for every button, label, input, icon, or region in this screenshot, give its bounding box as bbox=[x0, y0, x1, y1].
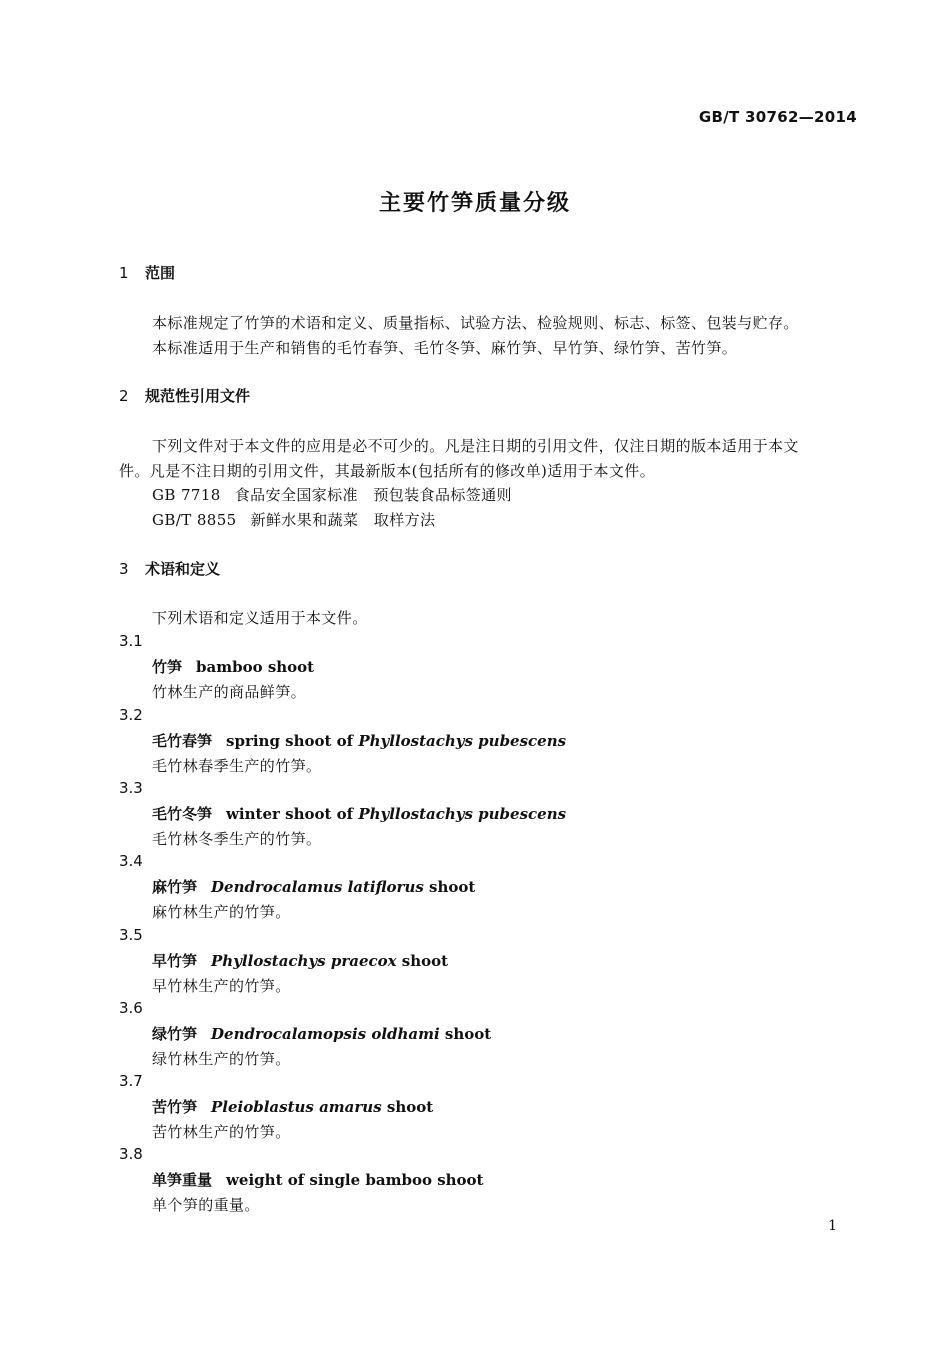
section-title: 范围 bbox=[145, 264, 176, 282]
term-zh: 早竹笋 bbox=[152, 952, 198, 970]
scope-paragraph-2: 本标准适用于生产和销售的毛竹春笋、毛竹冬笋、麻竹笋、早竹笋、绿竹笋、苦竹笋。 bbox=[152, 339, 738, 357]
term-zh: 苦竹笋 bbox=[152, 1098, 198, 1116]
reference-title: 新鲜水果和蔬菜 取样方法 bbox=[250, 511, 436, 529]
section-number: 1 bbox=[119, 264, 129, 282]
term-heading bbox=[152, 950, 448, 971]
term-zh: 竹笋 bbox=[152, 658, 183, 676]
term-en bbox=[211, 878, 475, 896]
term-number: 3.2 bbox=[119, 706, 143, 724]
term-en bbox=[226, 1171, 483, 1189]
term-en-latin: Pleioblastus amarus bbox=[211, 1098, 382, 1116]
standard-code: GB/T 30762—2014 bbox=[698, 108, 857, 126]
section-3-heading bbox=[119, 558, 220, 579]
term-definition: 毛竹林春季生产的竹笋。 bbox=[152, 757, 322, 775]
term-definition: 单个笋的重量。 bbox=[152, 1196, 260, 1214]
term-en bbox=[211, 1025, 491, 1043]
term-number: 3.4 bbox=[119, 852, 143, 870]
term-en-suffix: shoot bbox=[439, 1025, 492, 1043]
term-definition: 绿竹林生产的竹笋。 bbox=[152, 1050, 291, 1068]
term-definition: 竹林生产的商品鲜笋。 bbox=[152, 683, 307, 701]
term-heading bbox=[152, 1023, 491, 1044]
term-en-suffix: shoot bbox=[396, 952, 449, 970]
term-en bbox=[226, 732, 566, 750]
term-number: 3.8 bbox=[119, 1145, 143, 1163]
term-heading bbox=[152, 1169, 483, 1190]
term-en: bamboo shoot bbox=[196, 658, 315, 676]
term-en-latin: Phyllostachys pubescens bbox=[358, 805, 567, 823]
term-zh: 绿竹笋 bbox=[152, 1025, 198, 1043]
reference-doc bbox=[152, 509, 435, 530]
term-en-suffix: shoot bbox=[381, 1098, 434, 1116]
reference-title: 食品安全国家标准 预包装食品标签通则 bbox=[234, 486, 512, 504]
term-heading bbox=[152, 730, 566, 751]
reference-doc bbox=[152, 484, 512, 505]
term-en bbox=[211, 952, 448, 970]
term-zh: 毛竹春笋 bbox=[152, 732, 213, 750]
reference-code: GB/T 8855 bbox=[152, 511, 237, 529]
term-number: 3.7 bbox=[119, 1072, 143, 1090]
term-en-prefix: spring shoot of bbox=[226, 732, 359, 750]
document-title: 主要竹笋质量分级 bbox=[378, 191, 571, 216]
term-definition: 苦竹林生产的竹笋。 bbox=[152, 1123, 291, 1141]
term-number: 3.5 bbox=[119, 926, 143, 944]
term-number: 3.1 bbox=[119, 632, 143, 650]
term-definition: 麻竹林生产的竹笋。 bbox=[152, 903, 291, 921]
term-en-latin: Phyllostachys praecox bbox=[211, 952, 397, 970]
section-number: 3 bbox=[119, 560, 129, 578]
terms-intro: 下列术语和定义适用于本文件。 bbox=[152, 609, 368, 627]
term-number: 3.3 bbox=[119, 779, 143, 797]
section-title: 术语和定义 bbox=[145, 560, 221, 578]
section-number: 2 bbox=[119, 387, 129, 405]
references-intro-line-1: 下列文件对于本文件的应用是必不可少的。凡是注日期的引用文件，仅注日期的版本适用于本文 bbox=[152, 437, 799, 455]
term-number: 3.6 bbox=[119, 999, 143, 1017]
term-heading bbox=[152, 876, 475, 897]
term-en-prefix: winter shoot of bbox=[226, 805, 359, 823]
term-en-latin: Dendrocalamopsis oldhami bbox=[211, 1025, 440, 1043]
page-number: 1 bbox=[828, 1218, 837, 1234]
term-en-prefix: weight of single bamboo shoot bbox=[226, 1171, 484, 1189]
term-en bbox=[211, 1098, 433, 1116]
reference-code: GB 7718 bbox=[152, 486, 221, 504]
section-1-heading bbox=[119, 262, 175, 283]
references-intro-line-2: 件。凡是不注日期的引用文件，其最新版本(包括所有的修改单)适用于本文件。 bbox=[119, 462, 656, 480]
term-en bbox=[226, 805, 566, 823]
term-zh: 毛竹冬笋 bbox=[152, 805, 213, 823]
term-en-suffix: shoot bbox=[423, 878, 476, 896]
section-title: 规范性引用文件 bbox=[145, 387, 251, 405]
term-heading bbox=[152, 656, 314, 677]
term-definition: 早竹林生产的竹笋。 bbox=[152, 977, 291, 995]
term-zh: 麻竹笋 bbox=[152, 878, 198, 896]
scope-paragraph-1: 本标准规定了竹笋的术语和定义、质量指标、试验方法、检验规则、标志、标签、包装与贮存。 bbox=[152, 314, 799, 332]
term-en-latin: Dendrocalamus latiflorus bbox=[211, 878, 424, 896]
section-2-heading bbox=[119, 385, 250, 406]
term-heading bbox=[152, 1096, 433, 1117]
term-zh: 单笋重量 bbox=[152, 1171, 213, 1189]
term-heading bbox=[152, 803, 566, 824]
term-definition: 毛竹林冬季生产的竹笋。 bbox=[152, 830, 322, 848]
term-en-latin: Phyllostachys pubescens bbox=[358, 732, 567, 750]
